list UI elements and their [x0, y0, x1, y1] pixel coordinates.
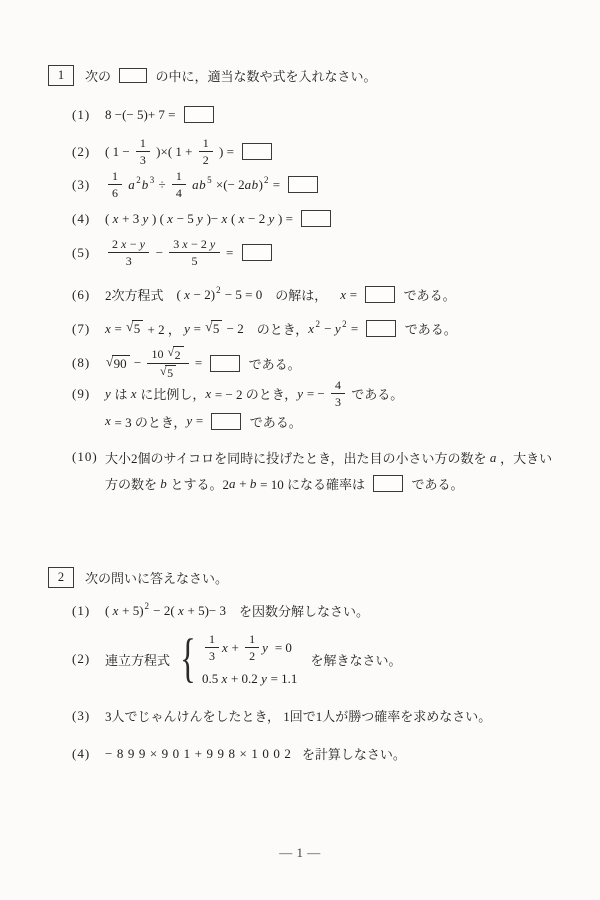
- superscript: 2: [136, 174, 141, 185]
- math-variable: x: [121, 237, 127, 251]
- text-run: = −: [303, 385, 328, 401]
- system-line: [202, 671, 298, 687]
- text-run: 4: [334, 378, 341, 392]
- question-expression: [105, 106, 219, 123]
- math-variable: x: [340, 286, 347, 302]
- math-variable: x: [221, 670, 228, 686]
- answer-box: [211, 413, 241, 430]
- radical-sign: √: [167, 345, 175, 359]
- text-run: ，大きい: [496, 451, 553, 466]
- question-line: [105, 448, 552, 467]
- text-run: 3: [208, 649, 215, 664]
- square-root: [205, 320, 222, 337]
- math-variable: x: [105, 413, 112, 429]
- text-run: − 2): [190, 286, 216, 302]
- text-run: 3: [173, 237, 183, 251]
- text-run: 1: [208, 632, 215, 646]
- text-run: ) (: [148, 210, 168, 226]
- question-expression: [105, 285, 456, 304]
- text-run: − 2(: [150, 602, 178, 618]
- text-run: の中に，適当な数や式を入れなさい。: [152, 69, 377, 84]
- text-run: ) =: [215, 143, 238, 159]
- text-run: =: [269, 176, 284, 192]
- question-label: (7): [72, 320, 91, 336]
- text-run: 2: [112, 237, 121, 251]
- math-variable: x: [221, 639, 229, 655]
- text-run: 連立方程式: [105, 652, 171, 668]
- math-variable: a: [229, 475, 237, 491]
- math-variable: y: [209, 237, 216, 251]
- math-variable: x: [105, 320, 112, 336]
- fraction: [172, 169, 186, 201]
- fraction-numerator: [245, 632, 259, 648]
- fraction-denominator: [176, 185, 182, 200]
- problem-2-title: [85, 568, 228, 587]
- question-label: (2): [72, 651, 91, 667]
- fraction: [199, 136, 213, 168]
- text-run: 4: [175, 186, 182, 201]
- fraction: [331, 378, 345, 410]
- question-item: [72, 285, 456, 304]
- text-run: + 3: [118, 210, 143, 226]
- text-run: − 5: [173, 210, 198, 226]
- square-root: [106, 355, 130, 372]
- fraction-denominator: [209, 648, 215, 663]
- fraction: [108, 237, 149, 269]
- text-run: 1: [112, 169, 118, 183]
- fraction-denominator: [203, 152, 209, 167]
- text-run: 3人でじゃんけんをしたとき， 1回で1人が勝つ確率を求めなさい。: [105, 709, 492, 724]
- text-run: =: [190, 320, 205, 336]
- math-variable: b: [249, 475, 257, 491]
- text-run: 次の問いに答えなさい。: [85, 571, 229, 586]
- text-run: 3: [139, 153, 146, 168]
- question-label: (1): [72, 106, 91, 122]
- question-label: (4): [72, 210, 91, 226]
- text-run: 8 −(− 5)+ 7 =: [105, 106, 179, 122]
- fraction-numerator: [331, 378, 345, 394]
- text-run: (: [227, 210, 239, 226]
- text-run: −: [126, 237, 140, 251]
- math-variable: x: [184, 286, 191, 302]
- question-expression: [105, 169, 323, 201]
- fraction-numerator: [205, 632, 219, 648]
- text-run: + 2 ，: [144, 322, 185, 337]
- question-item: [72, 169, 323, 201]
- text-run: 5: [212, 321, 220, 337]
- answer-box: [242, 143, 272, 160]
- text-run: は: [111, 387, 131, 403]
- text-run: に比例し，: [137, 387, 206, 403]
- text-run: =: [346, 286, 361, 302]
- spaced-number: −899×901+998×1002: [105, 745, 296, 761]
- text-run: + 5)− 3: [184, 602, 226, 618]
- question-label: (8): [72, 355, 91, 371]
- text-run: とする。2: [167, 477, 230, 492]
- math-variable: x: [221, 210, 228, 226]
- answer-box: [365, 286, 395, 303]
- question-label: (3): [72, 707, 91, 723]
- question-label: (9): [72, 386, 91, 401]
- math-variable: y: [184, 320, 191, 336]
- text-run: + 0.2: [227, 670, 262, 686]
- system-lines: [202, 632, 298, 687]
- radicand: [173, 346, 184, 362]
- fraction-numerator: [136, 136, 150, 152]
- question-expression: [105, 744, 406, 763]
- math-variable: y: [186, 413, 193, 429]
- radical-sign: √: [205, 318, 213, 334]
- text-run: 1: [175, 169, 182, 183]
- math-variable: y: [297, 385, 304, 401]
- system-brace: {: [180, 628, 196, 689]
- question-item: [72, 210, 336, 227]
- math-variable: x: [167, 210, 174, 226]
- fraction: [147, 346, 188, 381]
- text-run: =: [222, 244, 237, 260]
- math-variable: x: [130, 385, 138, 401]
- fraction-denominator: [140, 152, 146, 167]
- question-line: [105, 378, 403, 410]
- text-run: = − 2 のとき，: [211, 387, 298, 403]
- square-root: [167, 346, 183, 362]
- math-variable: y: [261, 670, 268, 686]
- fraction-numerator: [108, 237, 149, 253]
- question-item: [72, 601, 369, 620]
- text-run: 1: [202, 136, 209, 150]
- text-run: =: [192, 413, 207, 429]
- question-item: [72, 319, 457, 338]
- math-variable: b: [160, 475, 168, 491]
- question-label: (1): [72, 602, 91, 618]
- text-run: =: [111, 320, 126, 336]
- text-run: である。: [401, 322, 457, 337]
- question-item: [72, 448, 552, 493]
- fraction: [136, 136, 150, 168]
- text-run: である。: [408, 477, 464, 492]
- text-run: (: [105, 210, 113, 226]
- question-label: (6): [72, 286, 91, 302]
- question-label: (3): [72, 176, 91, 192]
- question-item: [72, 136, 277, 168]
- text-run: = 1.1: [267, 670, 298, 686]
- text-run: = 0: [268, 639, 292, 655]
- text-run: ) =: [274, 210, 297, 226]
- answer-box: [301, 210, 331, 227]
- answer-box: [288, 176, 318, 193]
- answer-box: [242, 244, 272, 261]
- page-number: — 1 —: [279, 845, 321, 860]
- text-run: − 5 = 0: [221, 286, 263, 302]
- text-run: + 5): [118, 602, 144, 618]
- text-run: = 3 のとき，: [111, 414, 187, 430]
- math-variable: x: [112, 210, 119, 226]
- fraction-numerator: [169, 237, 219, 253]
- text-run: −: [130, 355, 145, 371]
- math-variable: y: [262, 639, 269, 655]
- question-expression: [105, 237, 277, 269]
- radical-sign: √: [126, 318, 134, 334]
- text-run: 次の: [85, 69, 115, 84]
- question-expression: [105, 628, 402, 689]
- radicand: [112, 355, 130, 372]
- math-variable: b: [141, 176, 149, 192]
- text-run: を因数分解しなさい。: [239, 604, 370, 619]
- radicand: [132, 320, 144, 337]
- math-variable: x: [238, 210, 245, 226]
- text-run: )×( 1 +: [152, 143, 196, 159]
- question-expression: [105, 319, 457, 338]
- text-run: である。: [347, 387, 404, 403]
- math-variable: a: [128, 176, 136, 192]
- superscript: 2: [144, 600, 150, 611]
- text-run: =: [347, 320, 362, 336]
- math-variable: x: [177, 602, 185, 618]
- square-root: [126, 320, 143, 337]
- problem-2-header: [48, 567, 228, 588]
- text-run: ×(− 2: [212, 176, 245, 192]
- text-run: 2: [174, 347, 181, 362]
- question-label: (2): [72, 143, 91, 159]
- fraction: [205, 632, 219, 664]
- text-run: を計算しなさい。: [295, 747, 406, 762]
- math-variable: x: [112, 602, 119, 618]
- fraction: [108, 169, 122, 201]
- text-run: −: [320, 320, 335, 336]
- answer-box: [184, 106, 214, 123]
- text-run: である。: [246, 414, 302, 430]
- question-label: (4): [72, 745, 91, 761]
- answer-box: [210, 355, 240, 372]
- text-run: 10: [151, 346, 167, 361]
- answer-box: [119, 68, 147, 83]
- question-item: [72, 346, 301, 381]
- radicand: [211, 320, 223, 337]
- fraction: [245, 632, 259, 664]
- text-run: を解きなさい。: [310, 652, 402, 668]
- text-run: )−: [203, 210, 222, 226]
- question-item: [72, 706, 491, 725]
- text-run: のとき，: [256, 322, 309, 337]
- math-variable: x: [308, 320, 315, 336]
- text-run: 2次方程式: [105, 288, 164, 303]
- question-lines: [105, 448, 552, 493]
- math-variable: y: [268, 210, 275, 226]
- text-run: 1: [139, 136, 146, 150]
- math-variable: x: [205, 385, 212, 401]
- problem-1-title: [85, 66, 377, 85]
- fraction-denominator: [112, 185, 118, 200]
- problem-number-box: 2: [48, 567, 74, 588]
- problem-number-box: 1: [48, 65, 74, 86]
- question-lines: [105, 378, 403, 431]
- text-run: (: [105, 602, 113, 618]
- fraction-denominator: [192, 253, 198, 268]
- text-run: ÷: [155, 176, 169, 192]
- fraction-numerator: [108, 169, 122, 185]
- equation-system: [175, 628, 298, 689]
- question-item: [72, 378, 403, 431]
- text-run: = 10 になる確率は: [256, 477, 369, 492]
- text-run: 1: [249, 632, 256, 646]
- question-line: [105, 412, 403, 431]
- text-run: である。: [245, 356, 301, 372]
- text-run: 3: [125, 254, 132, 269]
- text-run: +: [228, 639, 243, 655]
- question-expression: [105, 210, 336, 227]
- text-run: 2: [249, 649, 256, 664]
- fraction-numerator: [199, 136, 213, 152]
- fraction-denominator: [126, 253, 132, 268]
- answer-box: [373, 475, 403, 492]
- question-label: (10): [72, 449, 98, 464]
- math-variable: y: [197, 210, 204, 226]
- problem-1-header: [48, 65, 377, 86]
- text-run: − 2: [223, 320, 244, 336]
- text-run: −: [152, 244, 167, 260]
- text-run: 0.5: [201, 670, 222, 686]
- question-item: [72, 744, 406, 763]
- math-variable: ab: [244, 176, 259, 192]
- superscript: 5: [207, 174, 212, 185]
- math-variable: x: [182, 237, 189, 251]
- math-variable: y: [142, 210, 149, 226]
- text-run: 5: [191, 254, 198, 269]
- question-item: [72, 628, 402, 689]
- radical-sign: √: [106, 353, 114, 369]
- fraction-denominator: [249, 648, 255, 663]
- superscript: 2: [342, 318, 347, 329]
- question-label: (5): [72, 244, 91, 260]
- math-variable: y: [139, 237, 146, 251]
- question-line: [105, 474, 552, 493]
- text-run: の解は，: [275, 288, 328, 303]
- text-run: 6: [112, 186, 118, 201]
- question-item: [72, 237, 277, 269]
- fraction-denominator: [335, 394, 341, 409]
- text-run: − 2: [188, 237, 210, 251]
- math-variable: ab: [192, 176, 207, 192]
- superscript: 2: [315, 318, 320, 329]
- superscript: 2: [263, 174, 269, 185]
- text-run: − 2: [244, 210, 269, 226]
- text-run: +: [236, 475, 250, 491]
- superscript: 3: [149, 174, 155, 185]
- math-variable: y: [105, 385, 112, 401]
- question-expression: [105, 136, 277, 168]
- question-expression: [105, 601, 369, 620]
- text-run: 2: [202, 153, 209, 168]
- text-run: 90: [113, 356, 127, 372]
- system-line: [202, 632, 298, 664]
- text-run: 大小2個のサイコロを同時に投げたとき，出た目の小さい方の数を: [105, 451, 490, 466]
- math-variable: y: [334, 320, 342, 336]
- text-run: ( 1 −: [105, 143, 133, 159]
- superscript: 2: [216, 284, 221, 295]
- fraction-numerator: [147, 346, 188, 364]
- text-run: ): [258, 176, 263, 192]
- text-run: (: [176, 286, 185, 302]
- question-expression: [105, 346, 301, 381]
- text-run: 5: [133, 321, 141, 337]
- text-run: 5: [167, 366, 174, 381]
- text-run: である。: [400, 288, 456, 303]
- fraction-numerator: [172, 169, 186, 185]
- radical-sign: √: [159, 363, 167, 378]
- fraction: [169, 237, 219, 269]
- answer-box: [366, 320, 396, 337]
- text-run: =: [191, 355, 206, 371]
- text-run: 3: [334, 395, 341, 410]
- text-run: 方の数を: [105, 477, 161, 492]
- question-item: [72, 106, 219, 123]
- math-variable: a: [489, 449, 497, 465]
- question-expression: [105, 706, 491, 725]
